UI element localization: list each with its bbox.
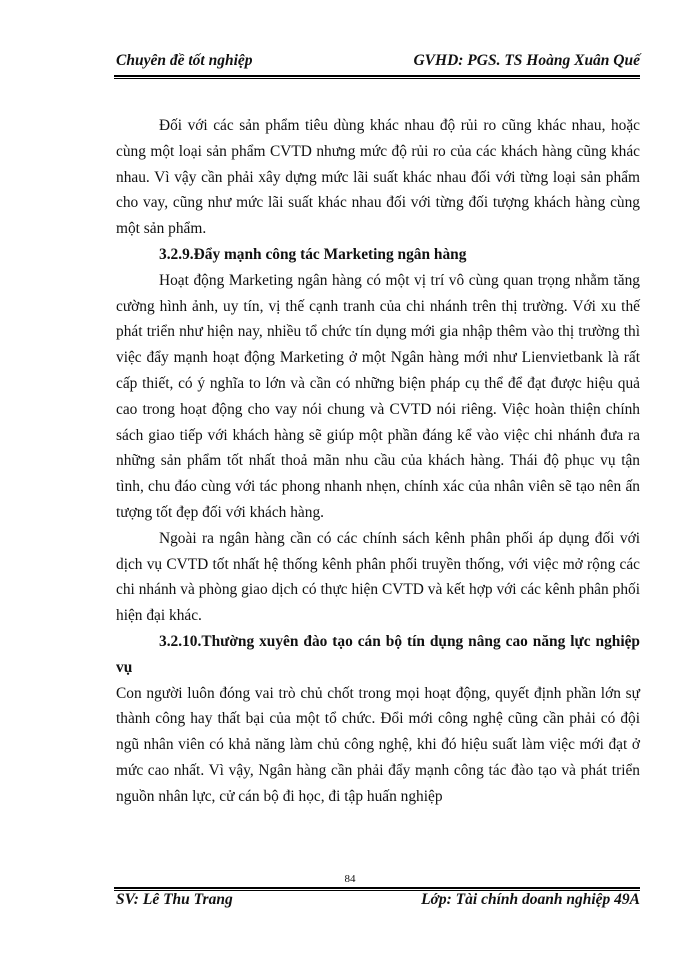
footer-rule	[114, 887, 640, 889]
header-rule-thin	[114, 78, 640, 79]
paragraph-training: Con người luôn đóng vai trò chủ chốt trong mọi hoạt động, quyết định phần lớn sự thành công hay thất bại của một tổ chức. Đổi mới công nghệ cũng cần phải có đội ngũ nhân viên có khả năng làm chủ công nghệ, khi đó hiệu suất làm việc mới đạt ở mức cao nhất. Vì vậy, Ngân hàng cần phải đẩy mạnh công tác đào tạo và phát triển nguồn nhân lực, cử cán bộ đi học, đi tập huấn nghiệp	[116, 684, 640, 805]
page-body	[116, 113, 640, 810]
section-heading-marketing: 3.2.9.Đẩy mạnh công tác Marketing ngân hàng	[159, 245, 467, 263]
header-rule	[114, 75, 640, 77]
paragraph-distribution: Ngoài ra ngân hàng cần có các chính sách kênh phân phối áp dụng đối với dịch vụ CVTD tốt nhất hệ thống kênh phân phối truyền thống, với việc mở rộng các chi nhánh và phòng giao dịch có thực hiện CVTD và kết hợp với các kênh phân phối hiện đại khác.	[116, 529, 640, 625]
footer-student: SV: Lê Thu Trang	[116, 891, 233, 908]
header-advisor: GVHD: PGS. TS Hoàng Xuân Quế	[413, 52, 640, 69]
page-footer	[116, 891, 640, 913]
page-header	[116, 50, 640, 74]
footer-class: Lớp: Tài chính doanh nghiệp 49A	[421, 891, 640, 908]
page-number: 84	[344, 873, 356, 885]
paragraph-interest-rates: Đối với các sản phẩm tiêu dùng khác nhau độ rủi ro cũng khác nhau, hoặc cùng một loại sản phẩm CVTD nhưng mức độ rủi ro của các khách hàng cũng khác nhau. Vì vậy cần phải xây dựng mức lãi suất khác nhau đối với từng loại sản phẩm cho vay, cũng như mức lãi suất khác nhau đối với từng đối tượng khách hàng cùng một sản phẩm.	[116, 117, 640, 238]
header-doc-title: Chuyên đề tốt nghiệp	[116, 52, 253, 69]
paragraph-marketing: Hoạt động Marketing ngân hàng có một vị trí vô cùng quan trọng nhằm tăng cường hình ảnh, uy tín, vị thế cạnh tranh của chi nhánh trên thị trường. Với xu thế phát triển như hiện nay, nhiều tổ chức tín dụng mới gia nhập thêm vào thị trường thì việc đẩy mạnh hoạt động Marketing ở một Ngân hàng mới như Lienvietbank là rất cấp thiết, có ý nghĩa to lớn và cần có những biện pháp cụ thể để đạt được hiệu quả cao trong hoạt động cho vay nói chung và CVTD nói riêng. Việc hoàn thiện chính sách giao tiếp với khách hàng sẽ giúp một phần đáng kể vào việc chi nhánh đưa ra những sản phẩm tốt nhất thoả mãn nhu cầu của khách hàng. Thái độ phục vụ tận tình, chu đáo cùng với tác phong nhanh nhẹn, chính xác của nhân viên sẽ tạo nên ấn tượng tốt đẹp đối với khách hàng.	[116, 271, 640, 521]
section-heading-training: 3.2.10.Thường xuyên đào tạo cán bộ tín dụng nâng cao năng lực nghiệp vụ	[116, 632, 640, 676]
